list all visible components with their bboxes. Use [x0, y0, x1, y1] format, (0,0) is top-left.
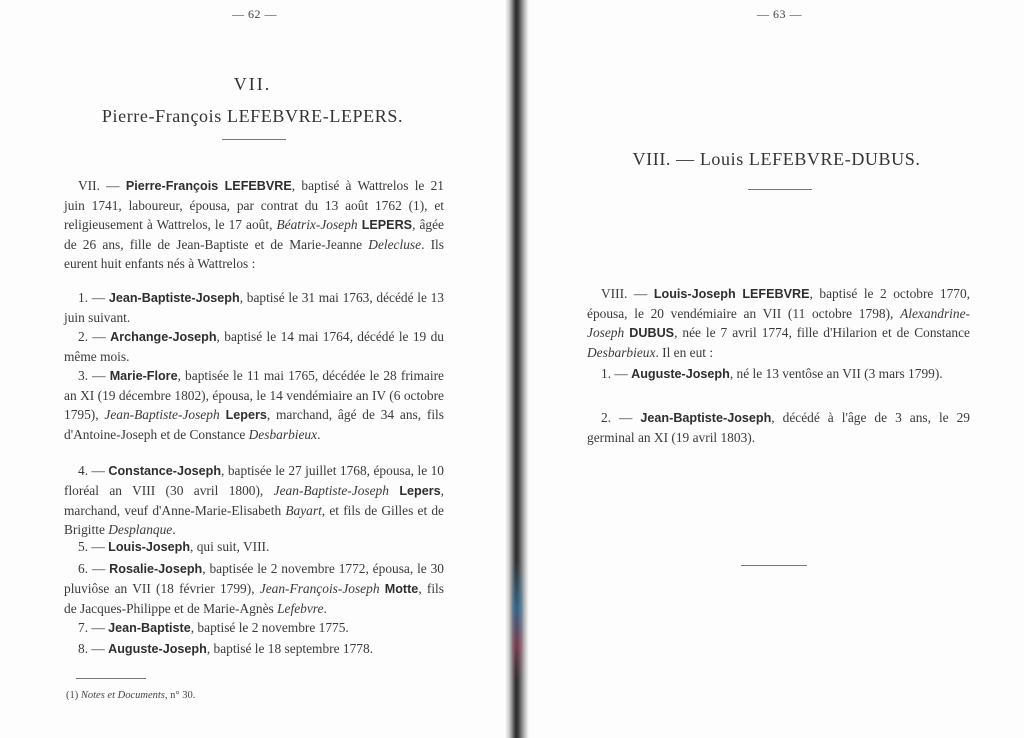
child-entry: 7. — Jean-Baptiste, baptisé le 2 novembre 1775. [78, 620, 349, 635]
chapter-title: Pierre-François LEFEBVRE-LEPERS. [101, 106, 404, 126]
chapter-numeral: VII. [233, 74, 272, 94]
intro-paragraph: VIII. — Louis-Joseph LEFEBVRE, baptisé le 2 octobre 1770, épousa, le 20 vendémiaire an VII (11 octobre 1798), Alexandrine-Joseph DUBUS, née le 7 avril 1774, fille d'Hilarion et de Constance Desbarbieux. Il en eut : [587, 286, 971, 360]
child-entry: 2. — Jean-Baptiste-Joseph, décédé à l'âge de 3 ans, le 29 germinal an XI (19 avril 1803). [587, 410, 970, 445]
chapter-title: VIII. — Louis LEFEBVRE-DUBUS. [632, 149, 921, 169]
footnote-rule [76, 678, 146, 679]
right-page [529, 0, 1024, 738]
child-entry: 8. — Auguste-Joseph, baptisé le 18 septembre 1778. [78, 641, 374, 656]
gutter-scan-artifact [512, 560, 522, 680]
title-rule [222, 139, 286, 140]
child-entry: 3. — Marie-Flore, baptisée le 11 mai 1765, décédée le 28 frimaire an XI (19 décembre 1802), épousa, le 14 vendémiaire an IV (6 octobre 1795), Jean-Baptiste-Joseph Lepers, marchand, âgé de 34 ans, fils d'Antoine-Joseph et de Constance Desbarbieux. [64, 368, 444, 442]
child-entry: 5. — Louis-Joseph, qui suit, VIII. [78, 539, 270, 554]
child-entry: 1. — Jean-Baptiste-Joseph, baptisé le 31 mai 1763, décédé le 13 juin suivant. [64, 290, 444, 325]
footnote: (1) Notes et Documents, n° 30. [66, 690, 196, 701]
end-rule [741, 565, 807, 566]
child-entry: 1. — Auguste-Joseph, né le 13 ventôse an VII (3 mars 1799). [601, 366, 943, 381]
child-entry: 6. — Rosalie-Joseph, baptisée le 2 novembre 1772, épousa, le 30 pluviôse an VII (18 février 1799), Jean-François-Joseph Motte, fils de Jacques-Philippe et de Marie-Agnès Lefebvre. [64, 561, 444, 616]
child-entry: 4. — Constance-Joseph, baptisée le 27 juillet 1768, épousa, le 10 floréal an VIII (30 avril 1800), Jean-Baptiste-Joseph Lepers, marchand, veuf d'Anne-Marie-Elisabeth Bayart, et fils de Gilles et de Brigitte Desplanque. [64, 463, 444, 537]
page-number: — 63 — [757, 7, 802, 21]
left-page [0, 0, 505, 738]
page-number: — 62 — [232, 7, 277, 21]
child-entry: 2. — Archange-Joseph, baptisé le 14 mai 1764, décédé le 19 du même mois. [64, 329, 444, 364]
title-rule [748, 189, 812, 190]
intro-paragraph: VII. — Pierre-François LEFEBVRE, baptisé à Wattrelos le 21 juin 1741, laboureur, épousa, par contrat du 13 août 1762 (1), et religieusement à Wattrelos, le 17 août, Béatrix-Joseph LEPERS, âgée de 26 ans, fille de Jean-Baptiste et de Marie-Jeanne Delecluse. Ils eurent huit enfants nés à Wattrelos : [64, 178, 444, 271]
